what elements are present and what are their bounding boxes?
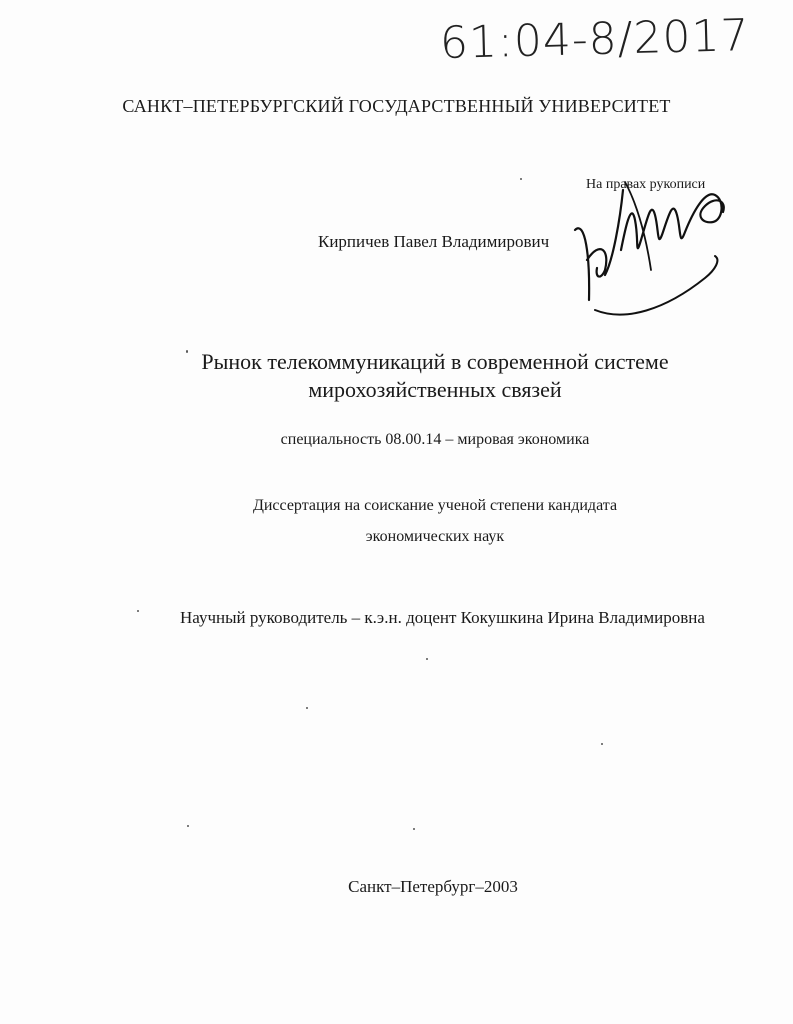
specialty: специальность 08.00.14 – мировая экономика [280, 431, 590, 448]
scientific-advisor: Научный руководитель – к.э.н. доцент Кокушкина Ирина Владимировна [180, 608, 705, 627]
scan-speck [306, 707, 308, 709]
title-line-1: Рынок телекоммуникаций в современной системе [201, 349, 669, 374]
degree-line-2: экономических наук [365, 528, 505, 545]
degree-statement [0, 490, 793, 552]
title-line-2: мирохозяйственных связей [308, 377, 562, 402]
scan-speck [187, 825, 189, 827]
dissertation-title [0, 348, 793, 404]
city-year: Санкт–Петербург–2003 [348, 877, 518, 896]
scan-speck [601, 743, 603, 745]
university-name: САНКТ–ПЕТЕРБУРГСКИЙ ГОСУДАРСТВЕННЫЙ УНИВЕРСИТЕТ [122, 96, 671, 116]
author-signature [565, 160, 735, 340]
scan-speck [413, 828, 415, 830]
rights-note: На правах рукописи [586, 177, 706, 192]
scan-speck [426, 658, 428, 660]
archive-stamp: 61:04-8/2017 [439, 9, 751, 70]
degree-line-1: Диссертация на соискание ученой степени кандидата [252, 497, 618, 514]
scan-speck [137, 610, 139, 612]
scan-speck [520, 178, 522, 180]
scan-speck [186, 350, 188, 353]
author-name: Кирпичев Павел Владимирович [318, 232, 550, 251]
